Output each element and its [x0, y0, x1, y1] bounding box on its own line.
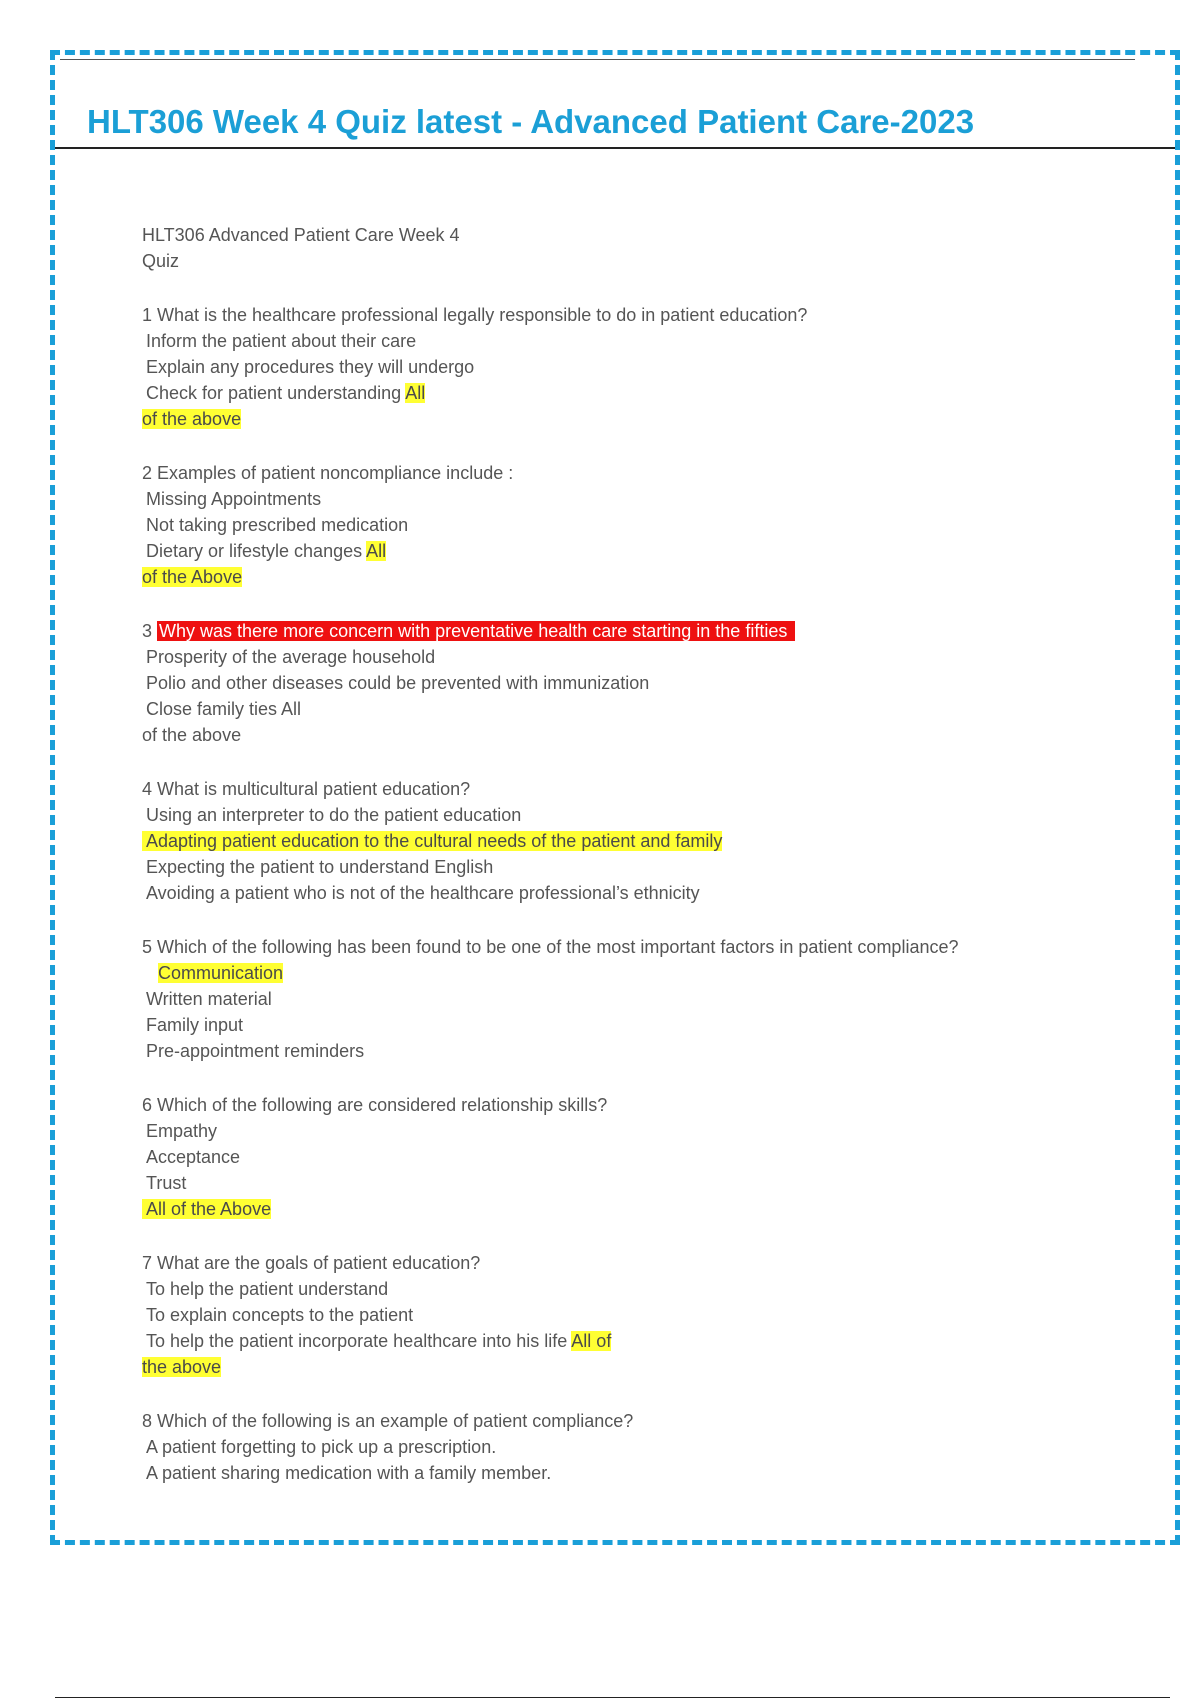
question-1	[142, 302, 1102, 432]
option: Explain any procedures they will undergo	[146, 357, 475, 377]
option: To help the patient understand	[146, 1279, 389, 1299]
option-with-answer	[142, 1328, 1102, 1354]
question-text: 6 Which of the following are considered relationship skills?	[142, 1095, 608, 1115]
option-text: Dietary or lifestyle changes	[146, 541, 363, 561]
option: Prosperity of the average household	[146, 647, 436, 667]
answer-line	[142, 564, 1102, 590]
bottom-rule	[55, 1697, 1170, 1698]
option-text: To help the patient incorporate healthcare into his life	[146, 1331, 568, 1351]
option: Using an interpreter to do the patient education	[146, 805, 522, 825]
answer-highlight: the above	[142, 1357, 222, 1377]
title-rule	[55, 147, 1175, 149]
question-text: 4 What is multicultural patient education?	[142, 779, 471, 799]
top-rule	[60, 59, 1135, 60]
question-7	[142, 1250, 1102, 1380]
question-5	[142, 934, 1102, 1064]
option-text: Check for patient understanding	[146, 383, 402, 403]
answer-highlight: All	[366, 541, 387, 561]
option-answer	[142, 960, 1102, 986]
option-with-answer	[142, 538, 1102, 564]
heading-line-1: HLT306 Advanced Patient Care Week 4	[142, 225, 460, 245]
option: Pre-appointment reminders	[146, 1041, 365, 1061]
answer-highlight: All	[405, 383, 426, 403]
option: Expecting the patient to understand English	[146, 857, 494, 877]
option-with-answer	[142, 380, 1102, 406]
question-text	[142, 618, 1102, 644]
option-answer	[142, 828, 1102, 854]
answer-line	[142, 1354, 1102, 1380]
document-title: HLT306 Week 4 Quiz latest - Advanced Patient Care-2023	[87, 103, 975, 140]
option: A patient forgetting to pick up a prescription.	[146, 1437, 497, 1457]
question-number: 3	[142, 621, 153, 641]
question-4	[142, 776, 1102, 906]
option: A patient sharing medication with a family member.	[146, 1463, 552, 1483]
option: Not taking prescribed medication	[146, 515, 409, 535]
question-6	[142, 1092, 1102, 1222]
answer-highlight: of the above	[142, 409, 242, 429]
option: Inform the patient about their care	[146, 331, 417, 351]
quiz-content	[142, 222, 1102, 1514]
question-8	[142, 1408, 1102, 1486]
option: Trust	[146, 1173, 187, 1193]
question-text: 7 What are the goals of patient education?	[142, 1253, 481, 1273]
question-text: 5 Which of the following has been found to be one of the most important factors in patient compliance?	[142, 937, 959, 957]
question-red-highlight: Why was there more concern with preventative health care starting in the fifties	[157, 621, 795, 641]
option: Written material	[146, 989, 272, 1009]
answer-highlight: Communication	[158, 963, 284, 983]
question-text: 8 Which of the following is an example of patient compliance?	[142, 1411, 634, 1431]
option: Avoiding a patient who is not of the healthcare professional’s ethnicity	[146, 883, 700, 903]
question-text: 1 What is the healthcare professional legally responsible to do in patient education?	[142, 305, 808, 325]
question-text: 2 Examples of patient noncompliance include :	[142, 463, 514, 483]
heading-line-2: Quiz	[142, 251, 180, 271]
option: Polio and other diseases could be prevented with immunization	[146, 673, 650, 693]
answer-highlight: All of	[571, 1331, 612, 1351]
answer-highlight: All of the Above	[142, 1199, 271, 1219]
document-heading	[142, 222, 1102, 274]
option: Family input	[146, 1015, 244, 1035]
option: Missing Appointments	[146, 489, 322, 509]
question-3	[142, 618, 1102, 748]
option: Acceptance	[146, 1147, 241, 1167]
answer-line	[142, 406, 1102, 432]
option: Close family ties All	[146, 699, 302, 719]
option: To explain concepts to the patient	[146, 1305, 414, 1325]
answer-line: of the above	[142, 725, 242, 745]
answer-highlight: Adapting patient education to the cultural needs of the patient and family	[142, 831, 722, 851]
option-answer	[142, 1196, 1102, 1222]
answer-highlight: of the Above	[142, 567, 243, 587]
option: Empathy	[146, 1121, 218, 1141]
question-2	[142, 460, 1102, 590]
